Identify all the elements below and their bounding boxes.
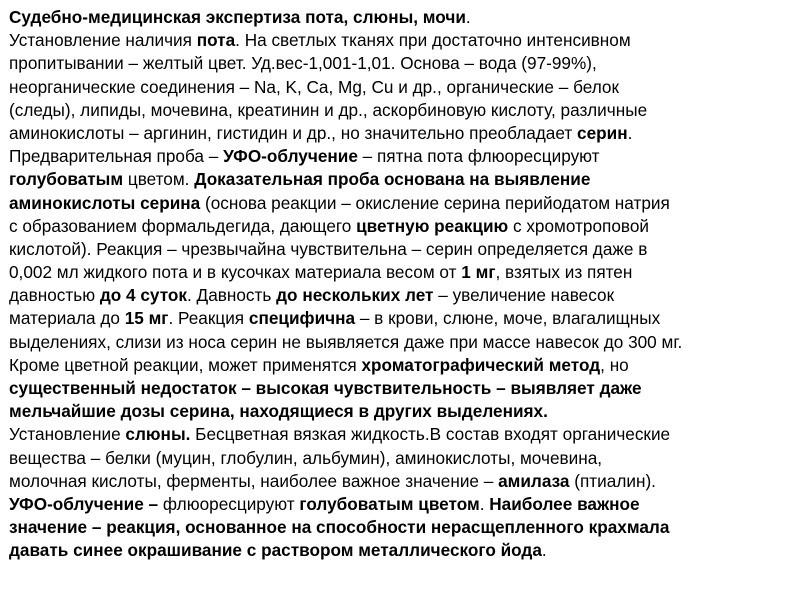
text-line [9, 447, 800, 470]
text-line [9, 354, 800, 377]
text-segment: (птиалин). [569, 470, 656, 491]
bold-text-segment: УФО-облучение [223, 146, 358, 167]
text-segment: аминокислоты – аргинин, гистидин и др., но значительно преобладает [9, 122, 578, 143]
text-segment: . [541, 540, 547, 561]
text-segment: 0,002 мл жидкого пота и в кусочках материала весом от [9, 262, 462, 283]
bold-text-segment: голубоватым цветом [299, 493, 480, 514]
text-segment: – увеличение навесок [433, 285, 615, 306]
text-line [9, 192, 800, 215]
text-line [9, 122, 800, 145]
bold-text-segment: хроматографический метод [361, 354, 601, 375]
text-segment: выделениях, слизи из носа серин не выявляется даже при массе навесок до 300 мг. [9, 331, 683, 352]
text-line [9, 423, 800, 446]
text-segment: флюоресцируют [158, 493, 300, 514]
text-segment: с хромотроповой [508, 215, 649, 236]
text-segment: , взятых из пятен [495, 262, 633, 283]
text-line [9, 145, 800, 168]
text-line [9, 238, 800, 261]
bold-text-segment: 1 мг [461, 262, 496, 283]
text-line [9, 516, 800, 539]
bold-text-segment: цветную реакцию [356, 215, 509, 236]
text-segment: – пятна пота флюоресцируют [357, 146, 600, 167]
text-segment: цветом. [123, 169, 195, 190]
text-line [9, 261, 800, 284]
bold-text-segment: серин [577, 122, 628, 143]
bold-text-segment: Доказательная проба основана на выявление [194, 169, 591, 190]
bold-text-segment: аминокислоты серина [9, 192, 201, 213]
text-segment: (основа реакции – окисление серина перийодатом натрия [200, 192, 670, 213]
text-line [9, 539, 800, 562]
bold-text-segment: слюны. [125, 424, 191, 445]
text-segment: давностью [9, 285, 100, 306]
text-line [9, 168, 800, 191]
bold-text-segment: до 4 суток [99, 285, 187, 306]
text-segment: . [627, 122, 633, 143]
text-line [9, 215, 800, 238]
text-line [9, 284, 800, 307]
bold-text-segment: Судебно-медицинская экспертиза пота, слюны, мочи [9, 7, 466, 27]
text-segment: Предварительная проба – [9, 146, 224, 167]
bold-text-segment: давать синее окрашивание с раствором металлического йода [9, 540, 542, 561]
text-segment: . На светлых тканях при достаточно интенсивном [235, 30, 631, 51]
text-segment: Бесцветная вязкая жидкость.В состав входят органические [190, 424, 671, 445]
text-segment: (следы), липиды, мочевина, креатинин и др., аскорбиновую кислоту, различные [9, 99, 648, 120]
bold-text-segment: существенный недостаток – высокая чувствительность – выявляет даже [9, 378, 642, 398]
text-line [9, 76, 800, 99]
text-segment: Кроме цветной реакции, может применятся [9, 354, 362, 375]
bold-text-segment: специфична [248, 308, 356, 329]
text-line [9, 99, 800, 122]
text-line [9, 52, 800, 75]
bold-text-segment: 15 мг [124, 308, 169, 329]
bold-text-segment: Наиболее важное [489, 493, 640, 514]
text-segment: . [479, 493, 490, 514]
text-line [9, 331, 800, 354]
text-line [9, 400, 800, 423]
text-line [9, 377, 800, 400]
bold-text-segment: мельчайшие дозы серина, находящиеся в других выделениях. [9, 401, 548, 422]
text-segment: вещества – белки (муцин, глобулин, альбумин), аминокислоты, мочевина, [9, 447, 603, 468]
text-segment: Установление [9, 424, 126, 445]
bold-text-segment: пота [196, 30, 236, 51]
text-segment: кислотой). Реакция – чрезвычайна чувствительна – серин определяется даже в [9, 238, 648, 259]
text-segment: пропитывании – желтый цвет. Уд.вес-1,001-1,01. Основа – вода (97-99%), [9, 53, 597, 74]
text-segment: . [465, 7, 471, 27]
bold-text-segment: голубоватым [9, 169, 124, 190]
bold-text-segment: до нескольких лет [276, 285, 434, 306]
text-segment: . Реакция [168, 308, 249, 329]
bold-text-segment: значение – реакция, основанное на способности нерасщепленного крахмала [9, 517, 670, 538]
text-line [9, 6, 800, 29]
text-segment: Установление наличия [9, 30, 197, 51]
text-segment: – в крови, слюне, моче, влагалищных [355, 308, 661, 329]
bold-text-segment: амилаза [498, 470, 570, 491]
text-segment: материала до [9, 308, 125, 329]
text-segment: , но [600, 354, 629, 375]
text-line [9, 470, 800, 493]
text-segment: . Давность [187, 285, 277, 306]
text-segment: с образованием формальдегида, дающего [9, 215, 357, 236]
bold-text-segment: УФО-облучение – [9, 493, 159, 514]
text-line [9, 493, 800, 516]
text-segment: неорганические соединения – Na, K, Ca, Mg, Cu и др., органические – белок [9, 76, 620, 97]
text-line [9, 29, 800, 52]
text-line [9, 307, 800, 330]
text-segment: молочная кислоты, ферменты, наиболее важное значение – [9, 470, 499, 491]
